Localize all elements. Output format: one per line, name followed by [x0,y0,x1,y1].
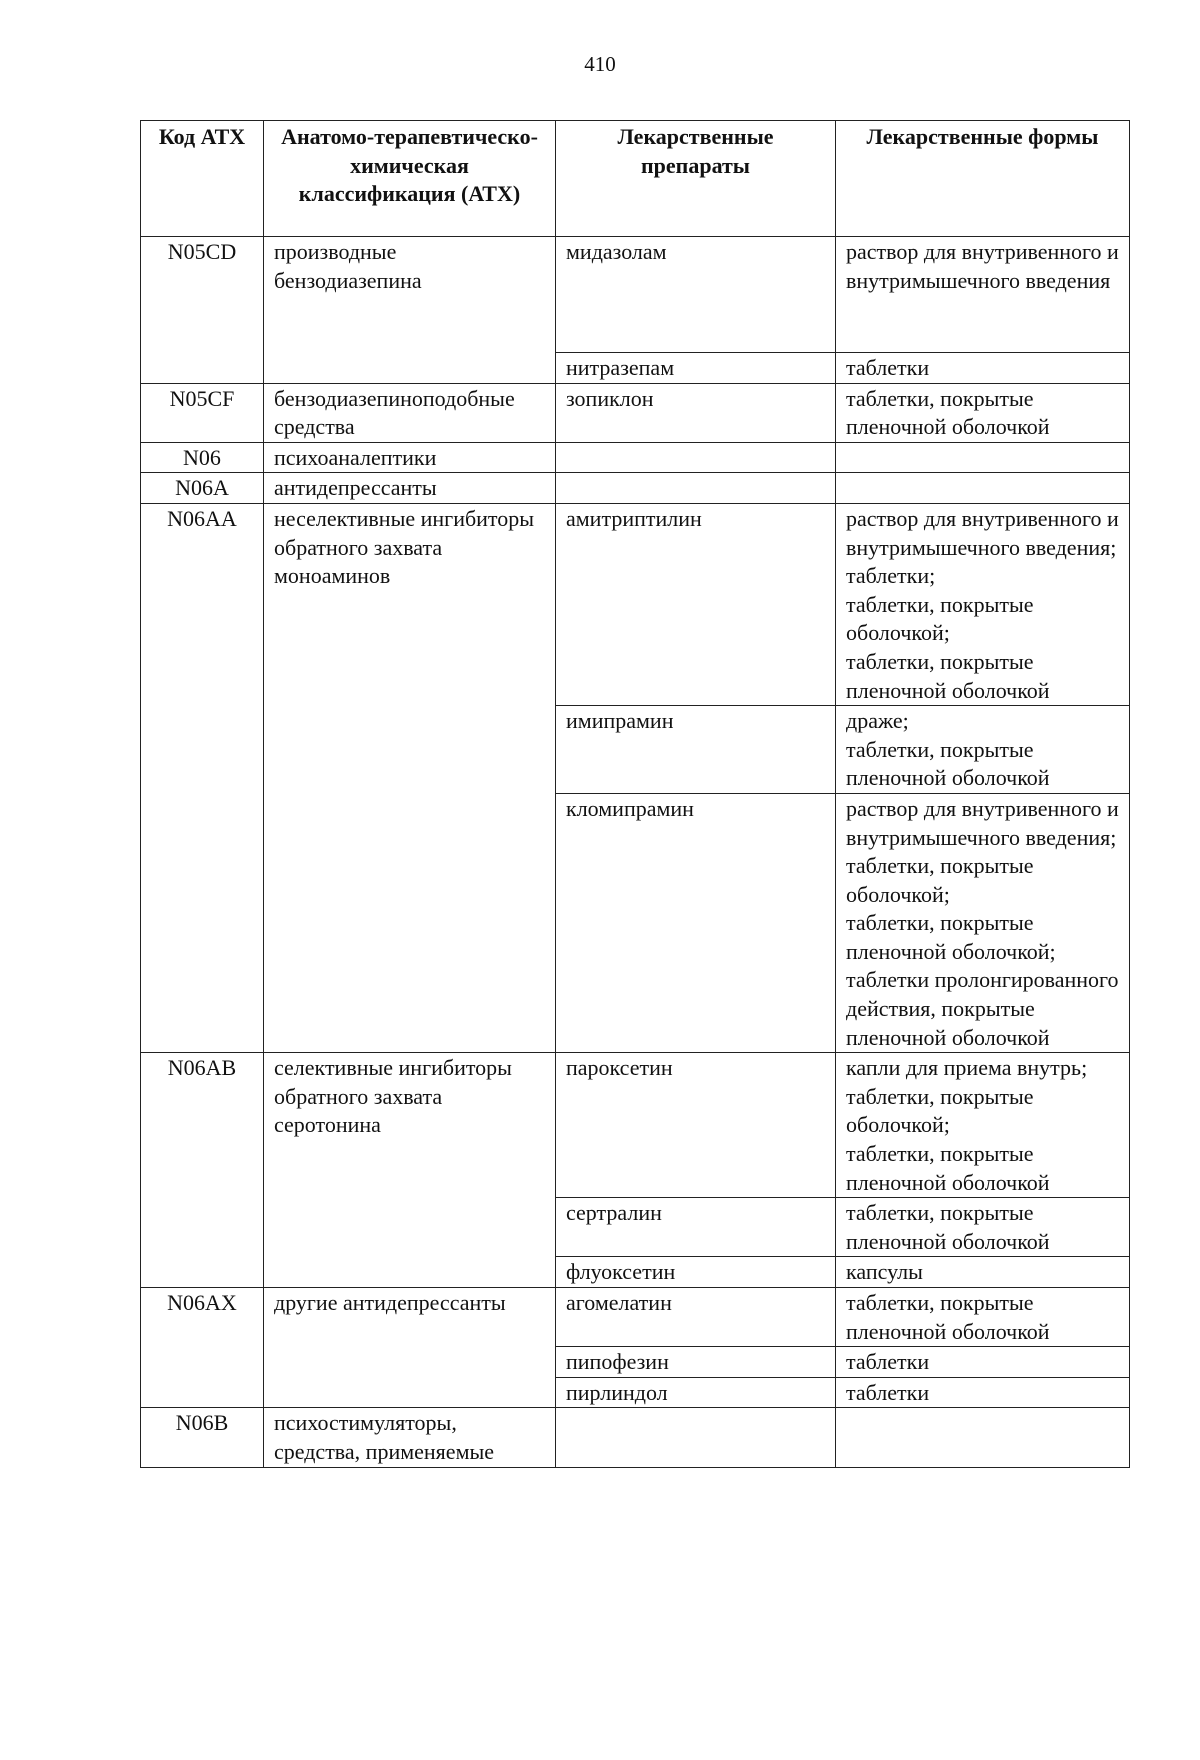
drug-name: сертралин [556,1198,836,1257]
header-classification: Анатомо-терапевтическо-химическая классификация (АТХ) [264,121,556,237]
atx-classification: селективные ингибиторы обратного захвата серотонина [264,1053,556,1288]
drug-name: пирлиндол [556,1377,836,1408]
form-item: таблетки, покрытые оболочкой; [846,1083,1034,1138]
drug-name [556,473,836,504]
drug-name: пипофезин [556,1347,836,1378]
page-number: 410 [584,52,616,76]
table-row [141,1408,1130,1467]
drug-forms [836,353,1130,384]
header-forms: Лекарственные формы [836,121,1130,237]
drug-name: зопиклон [556,383,836,442]
drug-forms [836,442,1130,473]
atx-classification: бензодиазепиноподобные средства [264,383,556,442]
atx-code: N05CD [141,237,264,384]
atx-code: N06 [141,442,264,473]
drug-name: флуоксетин [556,1257,836,1288]
form-item: таблетки, покрытые пленочной оболочкой [846,1290,1050,1344]
form-item: таблетки пролонгированного действия, покрытые пленочной оболочкой [846,967,1119,1050]
atx-classification: антидепрессанты [264,473,556,504]
table-row [141,473,1130,504]
atx-classification: психостимуляторы, средства, применяемые [264,1408,556,1467]
form-item: таблетки, покрытые пленочной оболочкой [846,1141,1050,1195]
form-item: раствор для внутривенного и внутримышечного введения [846,239,1119,293]
drug-forms [836,1257,1130,1288]
drug-forms [836,1053,1130,1198]
table-row [141,237,1130,353]
form-item: таблетки [846,1349,930,1375]
form-item: капли для приема внутрь; [846,1055,1088,1081]
drug-name: агомелатин [556,1288,836,1347]
atx-classification: неселективные ингибиторы обратного захвата моноаминов [264,503,556,1052]
form-item: таблетки, покрытые пленочной оболочкой; [846,910,1056,964]
form-item: капсулы [846,1259,923,1285]
table-row [141,503,1130,705]
drug-forms [836,1377,1130,1408]
drug-forms [836,706,1130,794]
drug-forms [836,237,1130,353]
form-item: таблетки, покрытые оболочкой; [846,591,1034,646]
atx-code: N06A [141,473,264,504]
atx-drug-table [140,120,1130,1468]
table-header-row [141,121,1130,237]
drug-name [556,1408,836,1467]
drug-forms [836,1408,1130,1467]
form-item: раствор для внутривенного и внутримышечного введения; [846,795,1119,850]
table-row [141,1288,1130,1347]
table-row [141,442,1130,473]
drug-forms [836,1198,1130,1257]
form-item: таблетки, покрытые пленочной оболочкой [846,1200,1050,1254]
form-item: раствор для внутривенного и внутримышечного введения; [846,505,1119,560]
form-item: таблетки, покрытые пленочной оболочкой [846,385,1050,440]
atx-code: N06B [141,1408,264,1467]
form-item: таблетки, покрытые пленочной оболочкой [846,648,1050,703]
atx-classification: производные бензодиазепина [264,237,556,384]
drug-name [556,442,836,473]
drug-forms [836,1288,1130,1347]
atx-classification: другие антидепрессанты [264,1288,556,1408]
atx-code: N06AB [141,1053,264,1288]
form-item: таблетки [846,1379,930,1405]
atx-code: N05CF [141,383,264,442]
form-item: таблетки; [846,563,936,589]
form-item: таблетки [846,355,930,380]
form-item: драже; [846,708,909,734]
header-drugs: Лекарственные препараты [556,121,836,237]
drug-name: нитразепам [556,353,836,384]
table-row [141,1053,1130,1198]
form-item: таблетки, покрытые пленочной оболочкой [846,736,1050,791]
atx-code: N06AX [141,1288,264,1408]
drug-name: кломипрамин [556,793,836,1052]
header-code: Код АТХ [141,121,264,237]
drug-forms [836,1347,1130,1378]
table-row [141,383,1130,442]
atx-code: N06AA [141,503,264,1052]
drug-forms [836,473,1130,504]
form-item: таблетки, покрытые оболочкой; [846,853,1034,907]
drug-forms [836,793,1130,1052]
drug-forms [836,383,1130,442]
drug-name: мидазолам [556,237,836,353]
drug-name: амитриптилин [556,503,836,705]
atx-classification: психоаналептики [264,442,556,473]
drug-name: пароксетин [556,1053,836,1198]
drug-forms [836,503,1130,705]
drug-name: имипрамин [556,706,836,794]
